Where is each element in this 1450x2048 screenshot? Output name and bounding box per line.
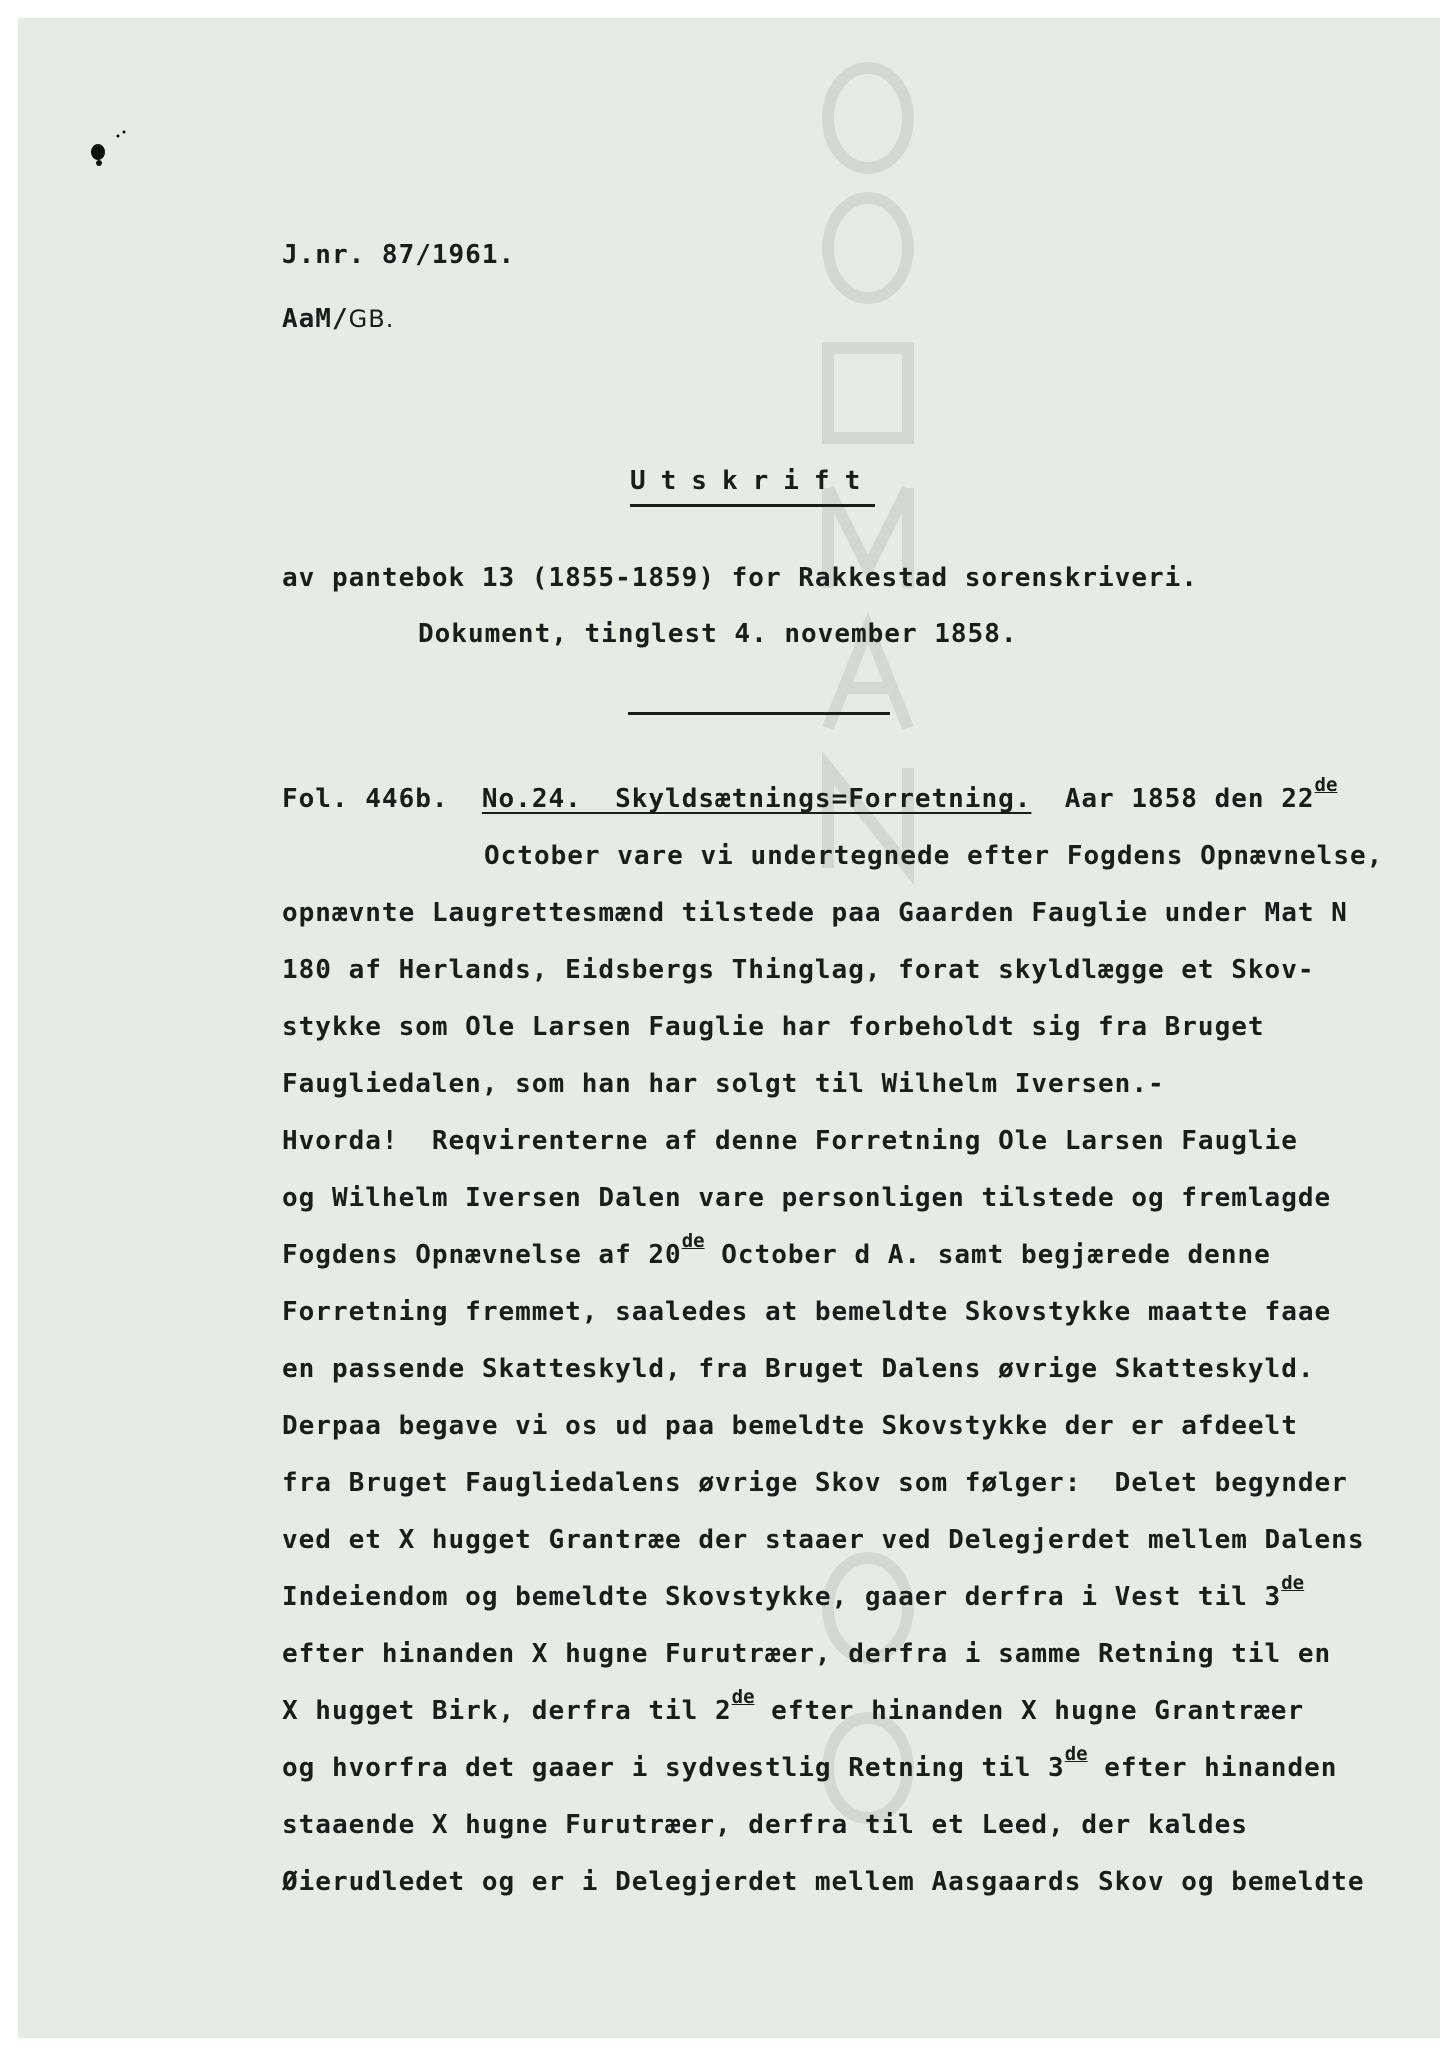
entry-heading: No.24. Skyldsætnings=Forretning.	[481, 784, 1032, 814]
subtitle-line-2: Dokument, tinglest 4. november 1858.	[418, 619, 1018, 649]
initials-handwritten: GB.	[348, 305, 395, 333]
superscript: de	[1314, 774, 1338, 796]
superscript: de	[1064, 1743, 1088, 1765]
journal-number: J.nr. 87/1961.	[282, 240, 516, 270]
folio-reference: Fol. 446b.	[282, 784, 449, 814]
ink-blot-mark	[86, 128, 126, 178]
subtitle-line-1: av pantebok 13 (1855-1859) for Rakkestad sorenskriveri.	[282, 563, 1198, 593]
body-line-3: opnævnte Laugrettesmænd tilstede paa Gaarden Fauglie under Mat N	[282, 898, 1348, 928]
body-line-1: Fol. 446b. No.24. Skyldsætnings=Forretning. Aar 1858 den 22de	[282, 774, 1338, 814]
body-line-20: Øierudledet og er i Delegjerdet mellem Aasgaards Skov og bemeldte	[282, 1867, 1365, 1897]
body-line-13: fra Bruget Faugliedalens øvrige Skov som følger: Delet begynder	[282, 1468, 1348, 1498]
body-line-7: Hvorda! Reqvirenterne af denne Forretning Ole Larsen Fauglie	[282, 1126, 1298, 1156]
initials-typed: AaM/	[282, 304, 349, 334]
superscript: de	[1281, 1572, 1305, 1594]
document-title: Utskrift	[630, 466, 875, 507]
document-page	[18, 18, 1440, 2038]
superscript: de	[681, 1230, 705, 1252]
body-line-11: en passende Skatteskyld, fra Bruget Dalens øvrige Skatteskyld.	[282, 1354, 1315, 1384]
body-line-15: Indeiendom og bemeldte Skovstykke, gaaer derfra i Vest til 3de	[282, 1572, 1305, 1612]
body-line-8: og Wilhelm Iversen Dalen vare personligen tilstede og fremlagde	[282, 1183, 1332, 1213]
body-line-6: Faugliedalen, som han har solgt til Wilhelm Iversen.-	[282, 1069, 1165, 1099]
body-line-19: staaende X hugne Furutræer, derfra til et Leed, der kaldes	[282, 1810, 1248, 1840]
body-line-10: Forretning fremmet, saaledes at bemeldte Skovstykke maatte faae	[282, 1297, 1332, 1327]
body-line-17: X hugget Birk, derfra til 2de efter hinanden X hugne Grantræer	[282, 1686, 1305, 1726]
body-line-5: stykke som Ole Larsen Fauglie har forbeholdt sig fra Bruget	[282, 1012, 1265, 1042]
body-line-4: 180 af Herlands, Eidsbergs Thinglag, forat skyldlægge et Skov-	[282, 955, 1315, 985]
body-line-9: Fogdens Opnævnelse af 20de October d A. samt begjærede denne	[282, 1230, 1271, 1270]
body-line-12: Derpaa begave vi os ud paa bemeldte Skovstykke der er afdeelt	[282, 1411, 1298, 1441]
separator-rule	[628, 712, 890, 715]
body-line-16: efter hinanden X hugne Furutræer, derfra i samme Retning til en	[282, 1639, 1332, 1669]
body-line-14: ved et X hugget Grantræe der staaer ved Delegjerdet mellem Dalens	[282, 1525, 1365, 1555]
superscript: de	[731, 1686, 755, 1708]
initials-line	[282, 304, 394, 334]
body-line-2: October vare vi undertegnede efter Fogdens Opnævnelse,	[484, 841, 1384, 871]
body-line-18: og hvorfra det gaaer i sydvestlig Retning til 3de efter hinanden	[282, 1743, 1338, 1783]
